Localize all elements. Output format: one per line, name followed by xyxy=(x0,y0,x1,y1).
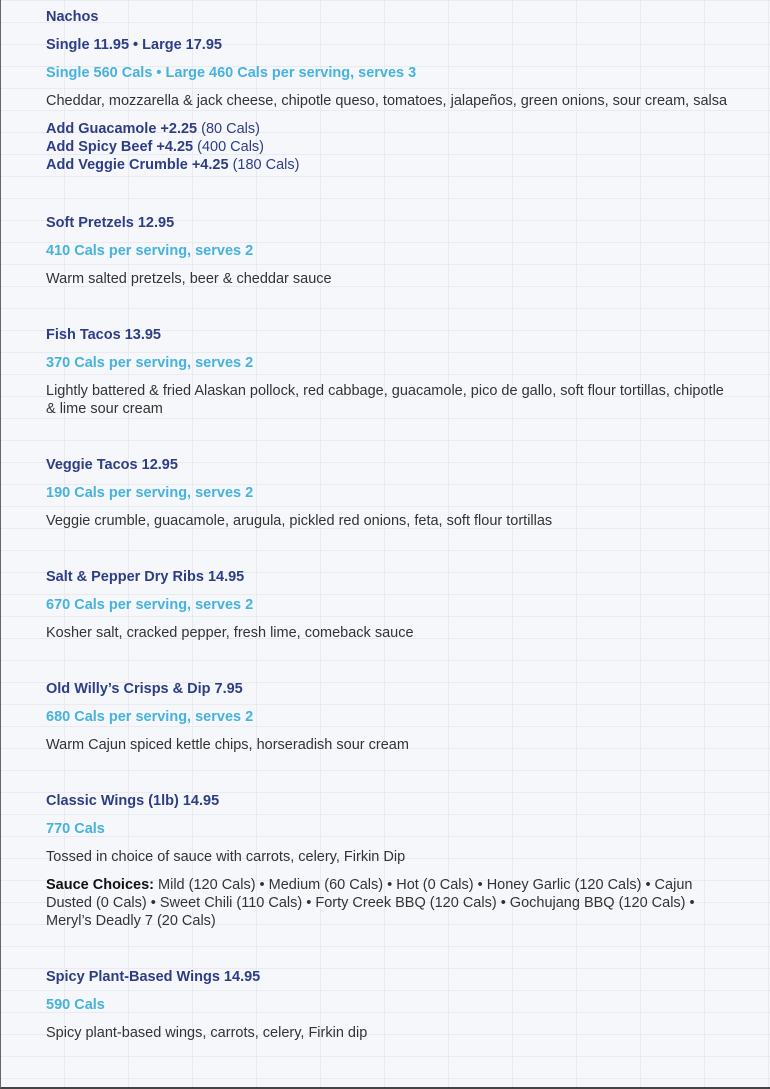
menu-list xyxy=(46,8,736,1080)
addon-label: Add Veggie Crumble +4.25 xyxy=(46,157,229,173)
item-description: Lightly battered & fried Alaskan pollock, red cabbage, guacamole, pico de gallo, soft flour tortillas, chipotle & lime sour cream xyxy=(46,383,724,417)
item-description: Warm salted pretzels, beer & cheddar sauce xyxy=(46,271,332,287)
item-description: Kosher salt, cracked pepper, fresh lime, comeback sauce xyxy=(46,625,414,641)
menu-item-dry-ribs xyxy=(46,568,736,642)
menu-item-fish-tacos xyxy=(46,326,736,418)
item-name: Salt & Pepper Dry Ribs 14.95 xyxy=(46,569,245,585)
item-description: Spicy plant-based wings, carrots, celery, Firkin dip xyxy=(46,1025,368,1041)
item-calories: 370 Cals per serving, serves 2 xyxy=(46,355,254,371)
item-calories: 680 Cals per serving, serves 2 xyxy=(46,709,254,725)
menu-item-crisps-dip xyxy=(46,680,736,754)
item-price: Single 11.95 • Large 17.95 xyxy=(46,37,222,53)
menu-item-plant-based-wings xyxy=(46,968,736,1042)
item-name: Spicy Plant-Based Wings 14.95 xyxy=(46,969,261,985)
item-name: Nachos xyxy=(46,9,99,25)
addon-calories: (80 Cals) xyxy=(201,121,260,137)
addon-veggie-crumble xyxy=(46,156,736,174)
item-description: Veggie crumble, guacamole, arugula, pickled red onions, feta, soft flour tortillas xyxy=(46,513,553,529)
item-description: Warm Cajun spiced kettle chips, horseradish sour cream xyxy=(46,737,409,753)
addon-label: Add Spicy Beef +4.25 xyxy=(46,139,194,155)
sauce-choices-list: Mild (120 Cals) • Medium (60 Cals) • Hot (0 Cals) • Honey Garlic (120 Cals) • Cajun Dusted (0 Cals) • Sweet Chili (110 Cals) • Forty Creek BBQ (120 Cals) • Gochujang BBQ (120 Cals) • Meryl’s Deadly 7 (20 Cals) xyxy=(46,877,695,929)
item-name: Fish Tacos 13.95 xyxy=(46,327,161,343)
addon-spicy-beef xyxy=(46,138,736,156)
item-name: Soft Pretzels 12.95 xyxy=(46,215,175,231)
menu-item-veggie-tacos xyxy=(46,456,736,530)
sauce-choices-label: Sauce Choices: xyxy=(46,877,154,893)
item-calories: 410 Cals per serving, serves 2 xyxy=(46,243,254,259)
item-calories: 190 Cals per serving, serves 2 xyxy=(46,485,254,501)
item-name: Veggie Tacos 12.95 xyxy=(46,457,178,473)
item-description: Tossed in choice of sauce with carrots, celery, Firkin Dip xyxy=(46,849,406,865)
menu-item-soft-pretzels xyxy=(46,214,736,288)
addon-label: Add Guacamole +2.25 xyxy=(46,121,198,137)
item-name: Classic Wings (1lb) 14.95 xyxy=(46,793,220,809)
menu-item-nachos xyxy=(46,8,736,174)
item-name: Old Willy’s Crisps & Dip 7.95 xyxy=(46,681,243,697)
item-calories: Single 560 Cals • Large 460 Cals per serving, serves 3 xyxy=(46,65,417,81)
item-calories: 670 Cals per serving, serves 2 xyxy=(46,597,254,613)
item-calories: 770 Cals xyxy=(46,821,105,837)
item-description: Cheddar, mozzarella & jack cheese, chipotle queso, tomatoes, jalapeños, green onions, sour cream, salsa xyxy=(46,93,728,109)
sauce-choices xyxy=(46,876,736,930)
item-calories: 590 Cals xyxy=(46,997,105,1013)
addon-calories: (180 Cals) xyxy=(232,157,300,173)
addon-list xyxy=(46,120,736,174)
menu-item-classic-wings xyxy=(46,792,736,930)
addon-guacamole xyxy=(46,120,736,138)
addon-calories: (400 Cals) xyxy=(197,139,264,155)
